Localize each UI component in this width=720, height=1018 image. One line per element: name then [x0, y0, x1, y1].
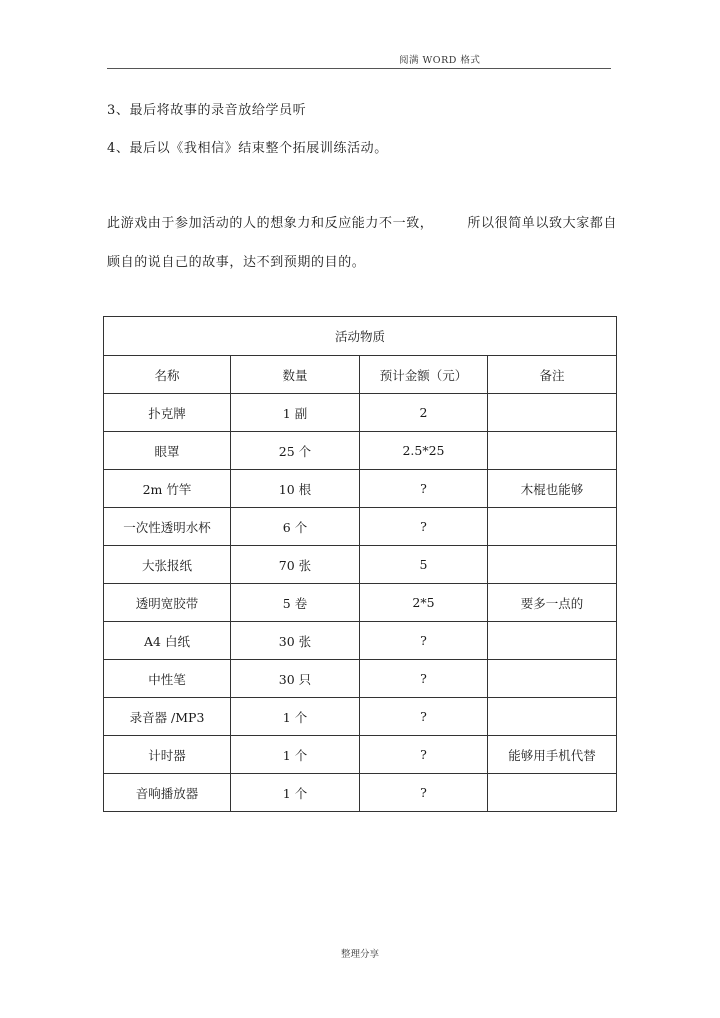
cost-cell: ?: [360, 698, 488, 736]
remark-cell: 木棍也能够: [488, 470, 617, 508]
quantity-cell: 6 个: [231, 508, 360, 546]
item-name-cell: 大张报纸: [104, 546, 231, 584]
item-name-cell: 音响播放器: [104, 774, 231, 812]
remark-cell: [488, 394, 617, 432]
quantity-cell: 1 个: [231, 736, 360, 774]
cost-cell: ?: [360, 660, 488, 698]
table-row: [104, 698, 617, 736]
table-row: [104, 508, 617, 546]
item-name-cell: 2m 竹竿: [104, 470, 231, 508]
quantity-cell: 30 只: [231, 660, 360, 698]
remark-cell: [488, 432, 617, 470]
note-part-1: 此游戏由于参加活动的人的想象力和反应能力不一致，: [107, 216, 434, 231]
step-4-text: 4、最后以《我相信》结束整个拓展训练活动。: [107, 141, 388, 156]
quantity-cell: 1 个: [231, 774, 360, 812]
remark-cell: [488, 546, 617, 584]
remark-cell: [488, 698, 617, 736]
note-line-2: 顾自的说自己的故事，达不到预期的目的。: [107, 255, 366, 270]
column-header-name: 名称: [104, 356, 231, 394]
remark-cell: [488, 622, 617, 660]
item-name-cell: 计时器: [104, 736, 231, 774]
quantity-cell: 25 个: [231, 432, 360, 470]
note-line-1: [107, 212, 617, 231]
table-row: [104, 622, 617, 660]
page-header: [107, 52, 611, 69]
quantity-cell: 10 根: [231, 470, 360, 508]
column-header-quantity: 数量: [231, 356, 360, 394]
table-row: [104, 546, 617, 584]
remark-cell: [488, 508, 617, 546]
cost-cell: 2.5*25: [360, 432, 488, 470]
column-header-estimated-cost: 预计金额（元）: [360, 356, 488, 394]
remark-cell: 要多一点的: [488, 584, 617, 622]
table-header-row: [104, 356, 617, 394]
column-header-remarks: 备注: [488, 356, 617, 394]
table-title-row: [104, 317, 617, 356]
cost-cell: ?: [360, 736, 488, 774]
header-text: 阅满 WORD 格式: [399, 55, 481, 66]
item-name-cell: 中性笔: [104, 660, 231, 698]
item-name-cell: 一次性透明水杯: [104, 508, 231, 546]
remark-cell: [488, 660, 617, 698]
quantity-cell: 30 张: [231, 622, 360, 660]
table-row: [104, 584, 617, 622]
page-footer: 整理分享: [340, 949, 379, 960]
table-row: [104, 660, 617, 698]
cost-cell: ?: [360, 774, 488, 812]
quantity-cell: 70 张: [231, 546, 360, 584]
table-title: 活动物质: [104, 317, 617, 356]
remark-cell: 能够用手机代替: [488, 736, 617, 774]
cost-cell: ?: [360, 470, 488, 508]
activity-materials-table: [103, 316, 617, 812]
item-name-cell: A4 白纸: [104, 622, 231, 660]
item-name-cell: 扑克牌: [104, 394, 231, 432]
table-row: [104, 736, 617, 774]
remark-cell: [488, 774, 617, 812]
quantity-cell: 1 个: [231, 698, 360, 736]
cost-cell: 2*5: [360, 584, 488, 622]
item-name-cell: 透明宽胶带: [104, 584, 231, 622]
note-part-2: 所以很简单以致大家都自: [467, 216, 618, 231]
item-name-cell: 录音器 /MP3: [104, 698, 231, 736]
cost-cell: ?: [360, 508, 488, 546]
table-row: [104, 470, 617, 508]
step-3-text: 3、最后将故事的录音放给学员听: [107, 103, 307, 118]
table-row: [104, 432, 617, 470]
table-row: [104, 394, 617, 432]
cost-cell: ?: [360, 622, 488, 660]
quantity-cell: 5 卷: [231, 584, 360, 622]
cost-cell: 5: [360, 546, 488, 584]
item-name-cell: 眼罩: [104, 432, 231, 470]
cost-cell: 2: [360, 394, 488, 432]
quantity-cell: 1 副: [231, 394, 360, 432]
table-row: [104, 774, 617, 812]
